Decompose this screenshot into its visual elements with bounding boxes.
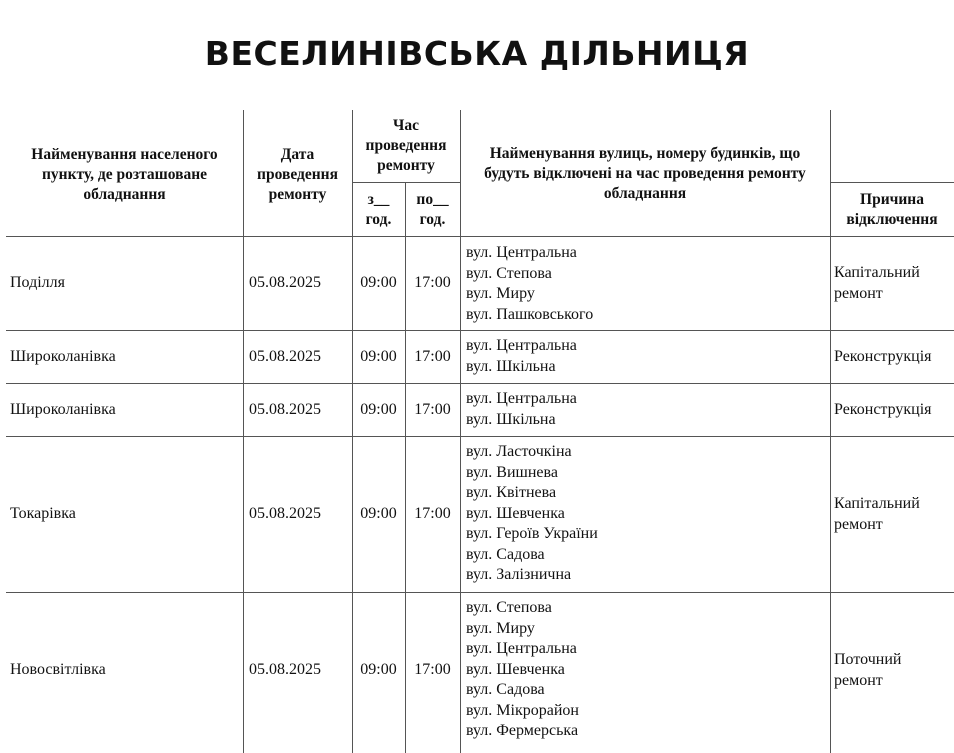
settlement-text: Широколанівка — [10, 347, 116, 365]
street-item: вул. Центральна — [466, 337, 577, 354]
row-to — [405, 384, 460, 436]
settlement-text: Токарівка — [10, 505, 76, 523]
date-text: 05.08.2025 — [249, 274, 321, 292]
street-item: вул. Залізнична — [466, 566, 572, 583]
street-item: вул. Степова — [466, 599, 552, 616]
street-item: вул. Шкільна — [466, 357, 556, 375]
row-streets — [460, 442, 830, 586]
from-text: 09:00 — [360, 400, 397, 418]
street-item: вул. Садова — [466, 681, 545, 698]
reason-line: Капітальний — [834, 495, 920, 512]
row-settlement — [6, 384, 243, 436]
reason-line: Реконструкція — [834, 400, 932, 418]
row-settlement — [6, 331, 243, 383]
from-text: 09:00 — [360, 274, 397, 292]
reason-line: Реконструкція — [834, 347, 932, 365]
reason-line: Поточний — [834, 651, 902, 668]
street-item: вул. Миру — [466, 285, 535, 302]
street-item: вул. Вишнева — [466, 463, 558, 481]
header-date — [243, 140, 352, 210]
row-streets — [460, 336, 830, 377]
to-text: 17:00 — [414, 400, 451, 418]
from-text: 09:00 — [360, 661, 397, 679]
street-item: вул. Степова — [466, 264, 552, 282]
row-reason — [830, 384, 954, 436]
row-date — [243, 237, 352, 330]
row-streets — [460, 389, 830, 430]
reason-line: ремонт — [834, 284, 883, 302]
to-text: 17:00 — [414, 274, 451, 292]
street-item: вул. Центральна — [466, 244, 577, 261]
page-title: ВЕСЕЛИНІВСЬКА ДІЛЬНИЦЯ — [204, 34, 750, 73]
settlement-text: Новосвітлівка — [10, 661, 106, 679]
to-text: 17:00 — [414, 505, 451, 523]
row-streets — [460, 598, 830, 742]
row-to — [405, 331, 460, 383]
row-reason — [830, 331, 954, 383]
header-time — [352, 116, 460, 180]
street-item: вул. Шевченка — [466, 660, 565, 678]
row-streets — [460, 243, 830, 325]
header-from-text: з__ год. — [365, 191, 392, 228]
street-item: вул. Миру — [466, 619, 535, 637]
row-reason — [830, 263, 954, 304]
from-text: 09:00 — [360, 505, 397, 523]
date-text: 05.08.2025 — [249, 661, 321, 679]
street-item: вул. Центральна — [466, 640, 577, 657]
street-item: вул. Ласточкіна — [466, 443, 572, 460]
row-settlement — [6, 237, 243, 330]
header-streets-text: Найменування вулиць, номеру будинків, що будуть відключені на час проведення ремонту обладнання — [484, 145, 806, 202]
row-from — [352, 437, 405, 592]
settlement-text: Поділля — [10, 274, 66, 292]
row-from — [352, 384, 405, 436]
row-date — [243, 384, 352, 436]
to-text: 17:00 — [414, 661, 451, 679]
date-text: 05.08.2025 — [249, 347, 321, 365]
street-item: вул. Центральна — [466, 390, 577, 407]
row-settlement — [6, 593, 243, 748]
header-time-text: Час проведення ремонту — [365, 117, 447, 174]
street-item: вул. Квітнева — [466, 484, 557, 501]
settlement-text: Широколанівка — [10, 400, 116, 418]
header-reason — [830, 190, 954, 235]
date-text: 05.08.2025 — [249, 400, 321, 418]
header-date-text: Дата проведення ремонту — [257, 146, 338, 203]
grid-line — [352, 182, 460, 183]
header-settlement-text: Найменування населеного пункту, де розташоване обладнання — [31, 146, 218, 203]
row-date — [243, 593, 352, 748]
reason-line: ремонт — [834, 515, 883, 533]
row-from — [352, 593, 405, 748]
row-from — [352, 237, 405, 330]
street-item: вул. Садова — [466, 545, 545, 563]
to-text: 17:00 — [414, 347, 451, 365]
street-item: вул. Шкільна — [466, 410, 556, 428]
street-item: вул. Героїв України — [466, 525, 598, 542]
row-to — [405, 593, 460, 748]
row-to — [405, 237, 460, 330]
row-settlement — [6, 437, 243, 592]
street-item: вул. Шевченка — [466, 504, 565, 522]
street-item: вул. Мікрорайон — [466, 701, 579, 719]
outage-table — [6, 110, 954, 753]
row-to — [405, 437, 460, 592]
row-reason — [830, 494, 954, 535]
grid-line — [830, 182, 954, 183]
header-to — [405, 190, 460, 235]
date-text: 05.08.2025 — [249, 505, 321, 523]
from-text: 09:00 — [360, 347, 397, 365]
row-reason — [830, 650, 954, 691]
header-to-text: по__ год. — [416, 191, 449, 228]
row-date — [243, 437, 352, 592]
street-item: вул. Пашковського — [466, 305, 594, 323]
header-from — [352, 190, 405, 235]
header-streets — [460, 144, 830, 214]
row-from — [352, 331, 405, 383]
row-date — [243, 331, 352, 383]
reason-line: Капітальний — [834, 264, 920, 281]
header-reason-text: Причина відключення — [846, 191, 938, 228]
reason-line: ремонт — [834, 671, 883, 689]
header-settlement — [6, 140, 243, 210]
street-item: вул. Фермерська — [466, 722, 579, 739]
